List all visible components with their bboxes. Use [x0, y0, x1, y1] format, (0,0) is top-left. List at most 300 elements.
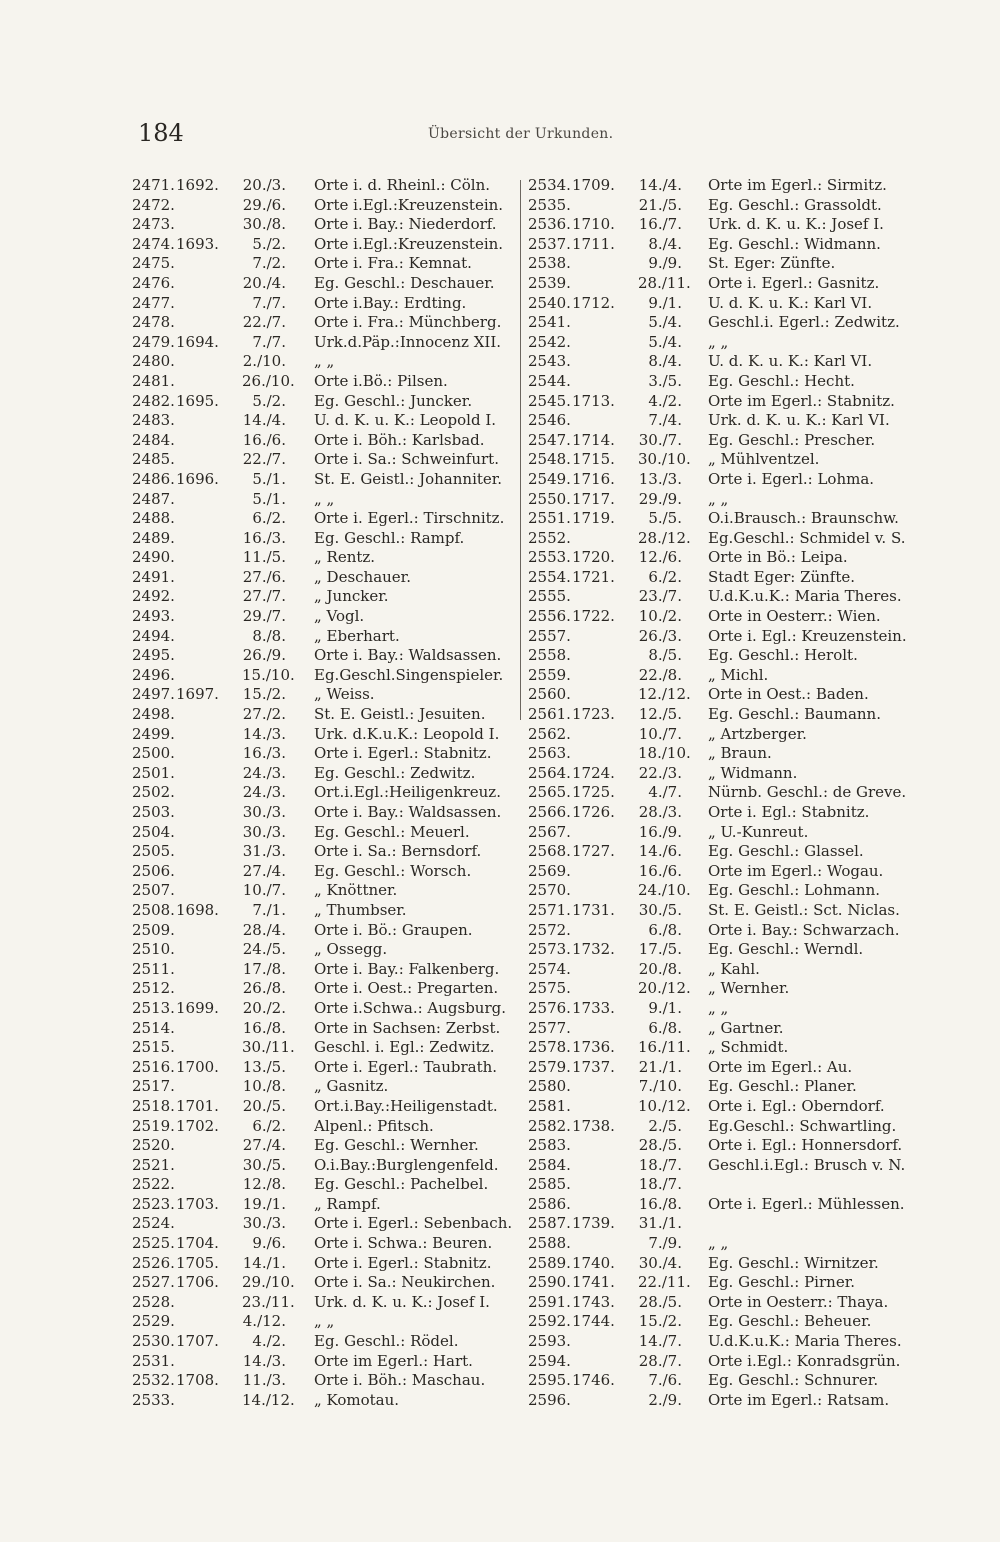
- register-entry: [132, 196, 518, 216]
- entry-date: 20./8.: [638, 959, 682, 978]
- entry-number: 2503.: [132, 803, 175, 821]
- entry-date: 22./8.: [638, 665, 682, 684]
- entry-number: 2527.: [132, 1273, 175, 1292]
- entry-description: Orte i. Egl.: Stabnitz.: [708, 803, 870, 821]
- entry-description: Eg. Geschl.: Rödel.: [314, 1332, 459, 1351]
- entry-date: 8./4.: [648, 352, 682, 371]
- entry-number: 2563.: [528, 744, 571, 763]
- entry-number: 2476.: [132, 273, 175, 292]
- entry-description: Orte i. Böh.: Karlsbad.: [314, 430, 485, 449]
- entry-number: 2567.: [528, 822, 571, 841]
- entry-description: Eg. Geschl.: Lohmann.: [708, 881, 881, 900]
- register-entry: [132, 666, 518, 686]
- register-entry: [528, 1156, 928, 1176]
- entry-number: 2558.: [528, 646, 571, 665]
- register-entry: [528, 862, 928, 882]
- register-entry: [132, 862, 518, 882]
- entry-date: 28./5.: [638, 1136, 682, 1155]
- entry-description: Eg. Geschl.: Schnurer.: [708, 1371, 879, 1390]
- entry-description: Eg.Geschl.: Schwartling.: [708, 1116, 897, 1135]
- column-divider: [520, 180, 521, 720]
- entry-year: 1716.: [572, 469, 615, 488]
- entry-number: 2487.: [132, 489, 175, 508]
- entry-date: 14./1.: [242, 1253, 286, 1272]
- register-entry: [528, 901, 928, 921]
- entry-year: 1700.: [176, 1057, 219, 1076]
- entry-date: 10./12.: [638, 1096, 691, 1115]
- register-entry: [132, 979, 518, 999]
- entry-number: 2509.: [132, 920, 175, 939]
- entry-number: 2478.: [132, 313, 175, 332]
- entry-number: 2498.: [132, 705, 175, 724]
- register-entry: [132, 1175, 518, 1195]
- register-entry: [528, 1371, 928, 1391]
- register-entry: [132, 1156, 518, 1176]
- entry-description: „ „: [708, 1234, 729, 1253]
- entry-date: 4./2.: [252, 1332, 286, 1351]
- entry-description: Eg. Geschl.: Rampf.: [314, 528, 465, 547]
- entry-year: 1696.: [176, 469, 219, 488]
- register-entry: [528, 509, 928, 529]
- entry-description: Orte in Oesterr.: Thaya.: [708, 1292, 889, 1311]
- entry-date: 5./4.: [648, 313, 682, 332]
- entry-number: 2594.: [528, 1351, 571, 1370]
- entry-number: 2473.: [132, 215, 175, 234]
- entry-date: 4./7.: [648, 783, 682, 802]
- entry-date: 30./8.: [242, 215, 286, 234]
- entry-number: 2485.: [132, 450, 175, 469]
- entry-description: Orte i. Bay.: Falkenberg.: [314, 959, 500, 978]
- entry-number: 2582.: [528, 1116, 571, 1135]
- register-entry: [132, 1293, 518, 1313]
- register-entry: [528, 1175, 928, 1195]
- entry-number: 2489.: [132, 528, 175, 547]
- entry-number: 2492.: [132, 587, 175, 606]
- entry-date: 16./3.: [242, 528, 286, 547]
- register-entry: [528, 333, 928, 353]
- entry-date: 26./8.: [242, 979, 286, 998]
- entry-description: Eg. Geschl.: Worsch.: [314, 861, 472, 880]
- entry-date: 26./3.: [638, 626, 682, 645]
- entry-date: 14./12.: [242, 1390, 295, 1409]
- entry-year: 1746.: [572, 1371, 615, 1390]
- entry-date: 17./8.: [242, 959, 286, 978]
- entry-number: 2506.: [132, 861, 175, 880]
- entry-description: Orte im Egerl.: Hart.: [314, 1351, 473, 1370]
- register-entry: [528, 979, 928, 999]
- entry-description: Eg. Geschl.: Herolt.: [708, 646, 858, 665]
- register-entry: [528, 627, 928, 647]
- register-entry: [528, 705, 928, 725]
- entry-number: 2533.: [132, 1390, 175, 1409]
- entry-description: Orte i. Egl.: Honnersdorf.: [708, 1136, 903, 1155]
- register-entry: [528, 1195, 928, 1215]
- entry-description: U.d.K.u.K.: Maria Theres.: [708, 1332, 902, 1351]
- register-entry: [132, 685, 518, 705]
- entry-date: 30./11.: [242, 1038, 295, 1057]
- register-entry: [132, 1136, 518, 1156]
- entry-year: 1715.: [572, 450, 615, 469]
- entry-description: „ Deschauer.: [314, 567, 411, 586]
- entry-date: 15./2.: [242, 685, 286, 704]
- entry-date: 29./7.: [242, 607, 286, 626]
- entry-description: Urk. d. K. u. K.: Josef I.: [708, 215, 884, 234]
- entry-date: 16./8.: [242, 1018, 286, 1037]
- register-entry: [528, 548, 928, 568]
- entry-number: 2526.: [132, 1253, 175, 1272]
- entry-date: 11./3.: [242, 1371, 286, 1390]
- entry-date: 23./11.: [242, 1292, 295, 1311]
- register-entry: [132, 176, 518, 196]
- entry-year: 1698.: [176, 900, 219, 919]
- entry-number: 2540.: [528, 293, 571, 312]
- entry-description: Eg. Geschl.: Hecht.: [708, 371, 855, 390]
- entry-date: 15./2.: [638, 1312, 682, 1331]
- entry-number: 2593.: [528, 1332, 571, 1351]
- register-entry: [528, 431, 928, 451]
- entry-date: 7./1.: [252, 900, 286, 919]
- entry-description: Orte i. Sa.: Neukirchen.: [314, 1273, 496, 1292]
- entry-date: 5./2.: [252, 234, 286, 253]
- entry-date: 11./5.: [242, 548, 286, 567]
- entry-description: Eg. Geschl.: Beheuer.: [708, 1312, 872, 1331]
- register-entry: [528, 254, 928, 274]
- entry-description: „ Ossegg.: [314, 940, 388, 959]
- entry-number: 2516.: [132, 1057, 175, 1076]
- entry-date: 27./4.: [242, 861, 286, 880]
- entry-number: 2588.: [528, 1234, 571, 1253]
- entry-date: 5./2.: [252, 391, 286, 410]
- entry-description: Urk. d. K. u. K.: Karl VI.: [708, 411, 890, 430]
- entry-year: 1719.: [572, 509, 615, 528]
- entry-description: Orte i. Egerl.: Stabnitz.: [314, 744, 492, 763]
- entry-date: 21./5.: [638, 195, 682, 214]
- entry-number: 2535.: [528, 195, 571, 214]
- entry-date: 16./9.: [638, 822, 682, 841]
- entry-description: Orte i. Egerl.: Stabnitz.: [314, 1253, 492, 1272]
- entry-description: Orte i. Egerl.: Taubrath.: [314, 1057, 498, 1076]
- entry-year: 1699.: [176, 998, 219, 1017]
- entry-number: 2575.: [528, 979, 571, 998]
- entry-date: 28./4.: [242, 920, 286, 939]
- entry-description: „ Mühlventzel.: [708, 450, 820, 469]
- entry-description: Orte i. Oest.: Pregarten.: [314, 979, 499, 998]
- register-entry: [528, 529, 928, 549]
- entry-number: 2490.: [132, 548, 175, 567]
- register-entry: [132, 1195, 518, 1215]
- entry-description: „ Eberhart.: [314, 626, 400, 645]
- entry-description: „ „: [708, 998, 729, 1017]
- register-entry: [132, 960, 518, 980]
- entry-number: 2532.: [132, 1371, 175, 1390]
- entry-number: 2500.: [132, 744, 175, 763]
- right-column: [528, 176, 928, 1410]
- entry-number: 2580.: [528, 1077, 571, 1096]
- entry-date: 20./3.: [242, 176, 286, 194]
- entry-number: 2517.: [132, 1077, 175, 1096]
- register-entry: [132, 1391, 518, 1411]
- register-entry: [528, 1117, 928, 1137]
- entry-date: 16./8.: [638, 1194, 682, 1213]
- register-entry: [132, 333, 518, 353]
- entry-description: Alpenl.: Pfitsch.: [314, 1116, 434, 1135]
- entry-description: Geschl. i. Egl.: Zedwitz.: [314, 1038, 495, 1057]
- register-entry: [528, 411, 928, 431]
- entry-date: 10./8.: [242, 1077, 286, 1096]
- entry-description: „ Schmidt.: [708, 1038, 789, 1057]
- entry-description: Ort.i.Egl.:Heiligenkreuz.: [314, 783, 501, 802]
- register-entry: [132, 313, 518, 333]
- entry-description: Urk. d.K.u.K.: Leopold I.: [314, 724, 500, 743]
- register-entry: [132, 470, 518, 490]
- entry-year: 1707.: [176, 1332, 219, 1351]
- entry-number: 2512.: [132, 979, 175, 998]
- entry-year: 1708.: [176, 1371, 219, 1390]
- entry-description: Eg. Geschl.: Pirner.: [708, 1273, 855, 1292]
- entry-date: 24./5.: [242, 940, 286, 959]
- entry-date: 18./7.: [638, 1175, 682, 1194]
- entry-description: „ Braun.: [708, 744, 772, 763]
- entry-date: 31./1.: [638, 1214, 682, 1233]
- register-entry: [528, 646, 928, 666]
- entry-number: 2521.: [132, 1155, 175, 1174]
- entry-description: Orte i. Bö.: Graupen.: [314, 920, 473, 939]
- entry-description: „ U.-Kunreut.: [708, 822, 809, 841]
- entry-date: 7./4.: [648, 411, 682, 430]
- entry-date: 28./5.: [638, 1292, 682, 1311]
- entry-date: 16./11.: [638, 1038, 691, 1057]
- entry-year: 1702.: [176, 1116, 219, 1135]
- register-entry: [132, 607, 518, 627]
- entry-description: Orte in Bö.: Leipa.: [708, 548, 848, 567]
- entry-description: Eg. Geschl.: Juncker.: [314, 391, 473, 410]
- entry-year: 1705.: [176, 1253, 219, 1272]
- entry-description: Orte i. Bay.: Schwarzach.: [708, 920, 900, 939]
- entry-year: 1725.: [572, 783, 615, 802]
- entry-description: Orte i. Sa.: Bernsdorf.: [314, 842, 482, 861]
- entry-date: 24./3.: [242, 763, 286, 782]
- entry-description: St. E. Geistl.: Sct. Niclas.: [708, 900, 900, 919]
- register-entry: [132, 1058, 518, 1078]
- entry-number: 2586.: [528, 1194, 571, 1213]
- entry-number: 2515.: [132, 1038, 175, 1057]
- entry-number: 2486.: [132, 469, 175, 488]
- register-entry: [132, 1371, 518, 1391]
- entry-date: 22./11.: [638, 1273, 691, 1292]
- entry-number: 2499.: [132, 724, 175, 743]
- entry-date: 10./7.: [638, 724, 682, 743]
- entry-number: 2496.: [132, 665, 175, 684]
- register-entry: [528, 607, 928, 627]
- entry-number: 2522.: [132, 1175, 175, 1194]
- register-entry: [528, 1254, 928, 1274]
- register-entry: [132, 881, 518, 901]
- register-entry: [132, 764, 518, 784]
- register-entry: [132, 274, 518, 294]
- entry-year: 1693.: [176, 234, 219, 253]
- entry-number: 2537.: [528, 234, 571, 253]
- entry-date: 5./1.: [252, 489, 286, 508]
- entry-date: 28./7.: [638, 1351, 682, 1370]
- entry-description: Eg.Geschl.: Schmidel v. S.: [708, 528, 906, 547]
- entry-number: 2564.: [528, 763, 571, 782]
- entry-year: 1724.: [572, 763, 615, 782]
- entry-date: 16./7.: [638, 215, 682, 234]
- entry-number: 2565.: [528, 783, 571, 802]
- entry-description: „ „: [314, 352, 335, 371]
- entry-date: 24./3.: [242, 783, 286, 802]
- entry-year: 1723.: [572, 705, 615, 724]
- register-entry: [528, 1293, 928, 1313]
- entry-year: 1717.: [572, 489, 615, 508]
- register-entry: [528, 1019, 928, 1039]
- register-entry: [528, 196, 928, 216]
- entry-date: 30./7.: [638, 430, 682, 449]
- entry-number: 2559.: [528, 665, 571, 684]
- register-entry: [528, 744, 928, 764]
- entry-date: 8./8.: [252, 626, 286, 645]
- entry-number: 2479.: [132, 332, 175, 351]
- entry-number: 2513.: [132, 998, 175, 1017]
- entry-year: 1701.: [176, 1096, 219, 1115]
- entry-number: 2538.: [528, 254, 571, 273]
- entry-year: 1738.: [572, 1116, 615, 1135]
- entry-number: 2477.: [132, 293, 175, 312]
- entry-description: U. d. K. u. K.: Leopold I.: [314, 411, 497, 430]
- register-entry: [132, 783, 518, 803]
- entry-date: 19./1.: [242, 1194, 286, 1213]
- entry-description: St. Eger: Zünfte.: [708, 254, 836, 273]
- entry-description: „ „: [314, 1312, 335, 1331]
- register-entry: [132, 940, 518, 960]
- entry-date: 30./4.: [638, 1253, 682, 1272]
- register-entry: [528, 1038, 928, 1058]
- entry-number: 2574.: [528, 959, 571, 978]
- register-entry: [132, 254, 518, 274]
- entry-date: 7./10.: [638, 1077, 682, 1096]
- entry-number: 2576.: [528, 998, 571, 1017]
- entry-description: O.i.Brausch.: Braunschw.: [708, 509, 899, 528]
- entry-number: 2497.: [132, 685, 175, 704]
- entry-description: Orte in Oest.: Baden.: [708, 685, 869, 704]
- entry-date: 30./5.: [242, 1155, 286, 1174]
- entry-number: 2560.: [528, 685, 571, 704]
- entry-number: 2550.: [528, 489, 571, 508]
- register-entry: [132, 823, 518, 843]
- entry-description: Eg. Geschl.: Planer.: [708, 1077, 857, 1096]
- entry-description: Eg. Geschl.: Meuerl.: [314, 822, 470, 841]
- entry-date: 9./1.: [648, 293, 682, 312]
- register-entry: [528, 881, 928, 901]
- register-entry: [132, 548, 518, 568]
- register-entry: [528, 666, 928, 686]
- entry-description: „ Kahl.: [708, 959, 760, 978]
- entry-description: Eg. Geschl.: Prescher.: [708, 430, 876, 449]
- entry-number: 2514.: [132, 1018, 175, 1037]
- entry-year: 1731.: [572, 900, 615, 919]
- entry-number: 2502.: [132, 783, 175, 802]
- entry-year: 1732.: [572, 940, 615, 959]
- register-entry: [132, 901, 518, 921]
- register-entry: [528, 1234, 928, 1254]
- entry-number: 2482.: [132, 391, 175, 410]
- entry-number: 2501.: [132, 763, 175, 782]
- entry-description: Urk. d. K. u. K.: Josef I.: [314, 1292, 490, 1311]
- entry-date: 30./5.: [638, 900, 682, 919]
- entry-number: 2507.: [132, 881, 175, 900]
- register-entry: [528, 999, 928, 1019]
- entry-date: 10./2.: [638, 607, 682, 626]
- entry-year: 1740.: [572, 1253, 615, 1272]
- entry-date: 20./2.: [242, 998, 286, 1017]
- entry-description: Orte i. Egerl.: Lohma.: [708, 469, 875, 488]
- entry-description: U. d. K. u. K.: Karl VI.: [708, 293, 873, 312]
- entry-number: 2596.: [528, 1390, 571, 1409]
- entry-date: 20./4.: [242, 273, 286, 292]
- entry-date: 14./3.: [242, 1351, 286, 1370]
- entry-date: 27./7.: [242, 587, 286, 606]
- entry-description: O.i.Bay.:Burglengenfeld.: [314, 1155, 499, 1174]
- entry-date: 20./5.: [242, 1096, 286, 1115]
- entry-number: 2577.: [528, 1018, 571, 1037]
- entry-date: 13./5.: [242, 1057, 286, 1076]
- register-entry: [528, 803, 928, 823]
- entry-number: 2590.: [528, 1273, 571, 1292]
- entry-date: 16./3.: [242, 744, 286, 763]
- register-entry: [132, 1352, 518, 1372]
- entry-year: 1721.: [572, 567, 615, 586]
- register-entry: [528, 1077, 928, 1097]
- register-entry: [132, 999, 518, 1019]
- entry-year: 1726.: [572, 803, 615, 821]
- entry-number: 2595.: [528, 1371, 571, 1390]
- entry-date: 7./2.: [252, 254, 286, 273]
- register-entry: [132, 725, 518, 745]
- entry-description: Eg. Geschl.: Glassel.: [708, 842, 864, 861]
- register-entry: [528, 1273, 928, 1293]
- entry-number: 2568.: [528, 842, 571, 861]
- entry-year: 1694.: [176, 332, 219, 351]
- entry-date: 16./6.: [242, 430, 286, 449]
- entry-number: 2524.: [132, 1214, 175, 1233]
- entry-description: Orte i. Egl.: Oberndorf.: [708, 1096, 885, 1115]
- register-entry: [132, 1254, 518, 1274]
- entry-description: „ Juncker.: [314, 587, 389, 606]
- entry-number: 2483.: [132, 411, 175, 430]
- register-entry: [528, 568, 928, 588]
- entry-number: 2583.: [528, 1136, 571, 1155]
- entry-description: „ Thumbser.: [314, 900, 407, 919]
- register-entry: [132, 1019, 518, 1039]
- entry-number: 2545.: [528, 391, 571, 410]
- entry-number: 2491.: [132, 567, 175, 586]
- entry-date: 12./8.: [242, 1175, 286, 1194]
- entry-date: 6./2.: [648, 567, 682, 586]
- entry-date: 30./3.: [242, 1214, 286, 1233]
- entry-description: Orte i. Bay.: Niederdorf.: [314, 215, 497, 234]
- entry-number: 2570.: [528, 881, 571, 900]
- entry-number: 2571.: [528, 900, 571, 919]
- running-title: Übersicht der Urkunden.: [428, 126, 614, 142]
- entry-number: 2542.: [528, 332, 571, 351]
- entry-number: 2504.: [132, 822, 175, 841]
- entry-description: Eg. Geschl.: Deschauer.: [314, 273, 495, 292]
- register-entry: [528, 1214, 928, 1234]
- register-entry: [132, 803, 518, 823]
- register-entry: [528, 685, 928, 705]
- entry-year: 1713.: [572, 391, 615, 410]
- entry-number: 2488.: [132, 509, 175, 528]
